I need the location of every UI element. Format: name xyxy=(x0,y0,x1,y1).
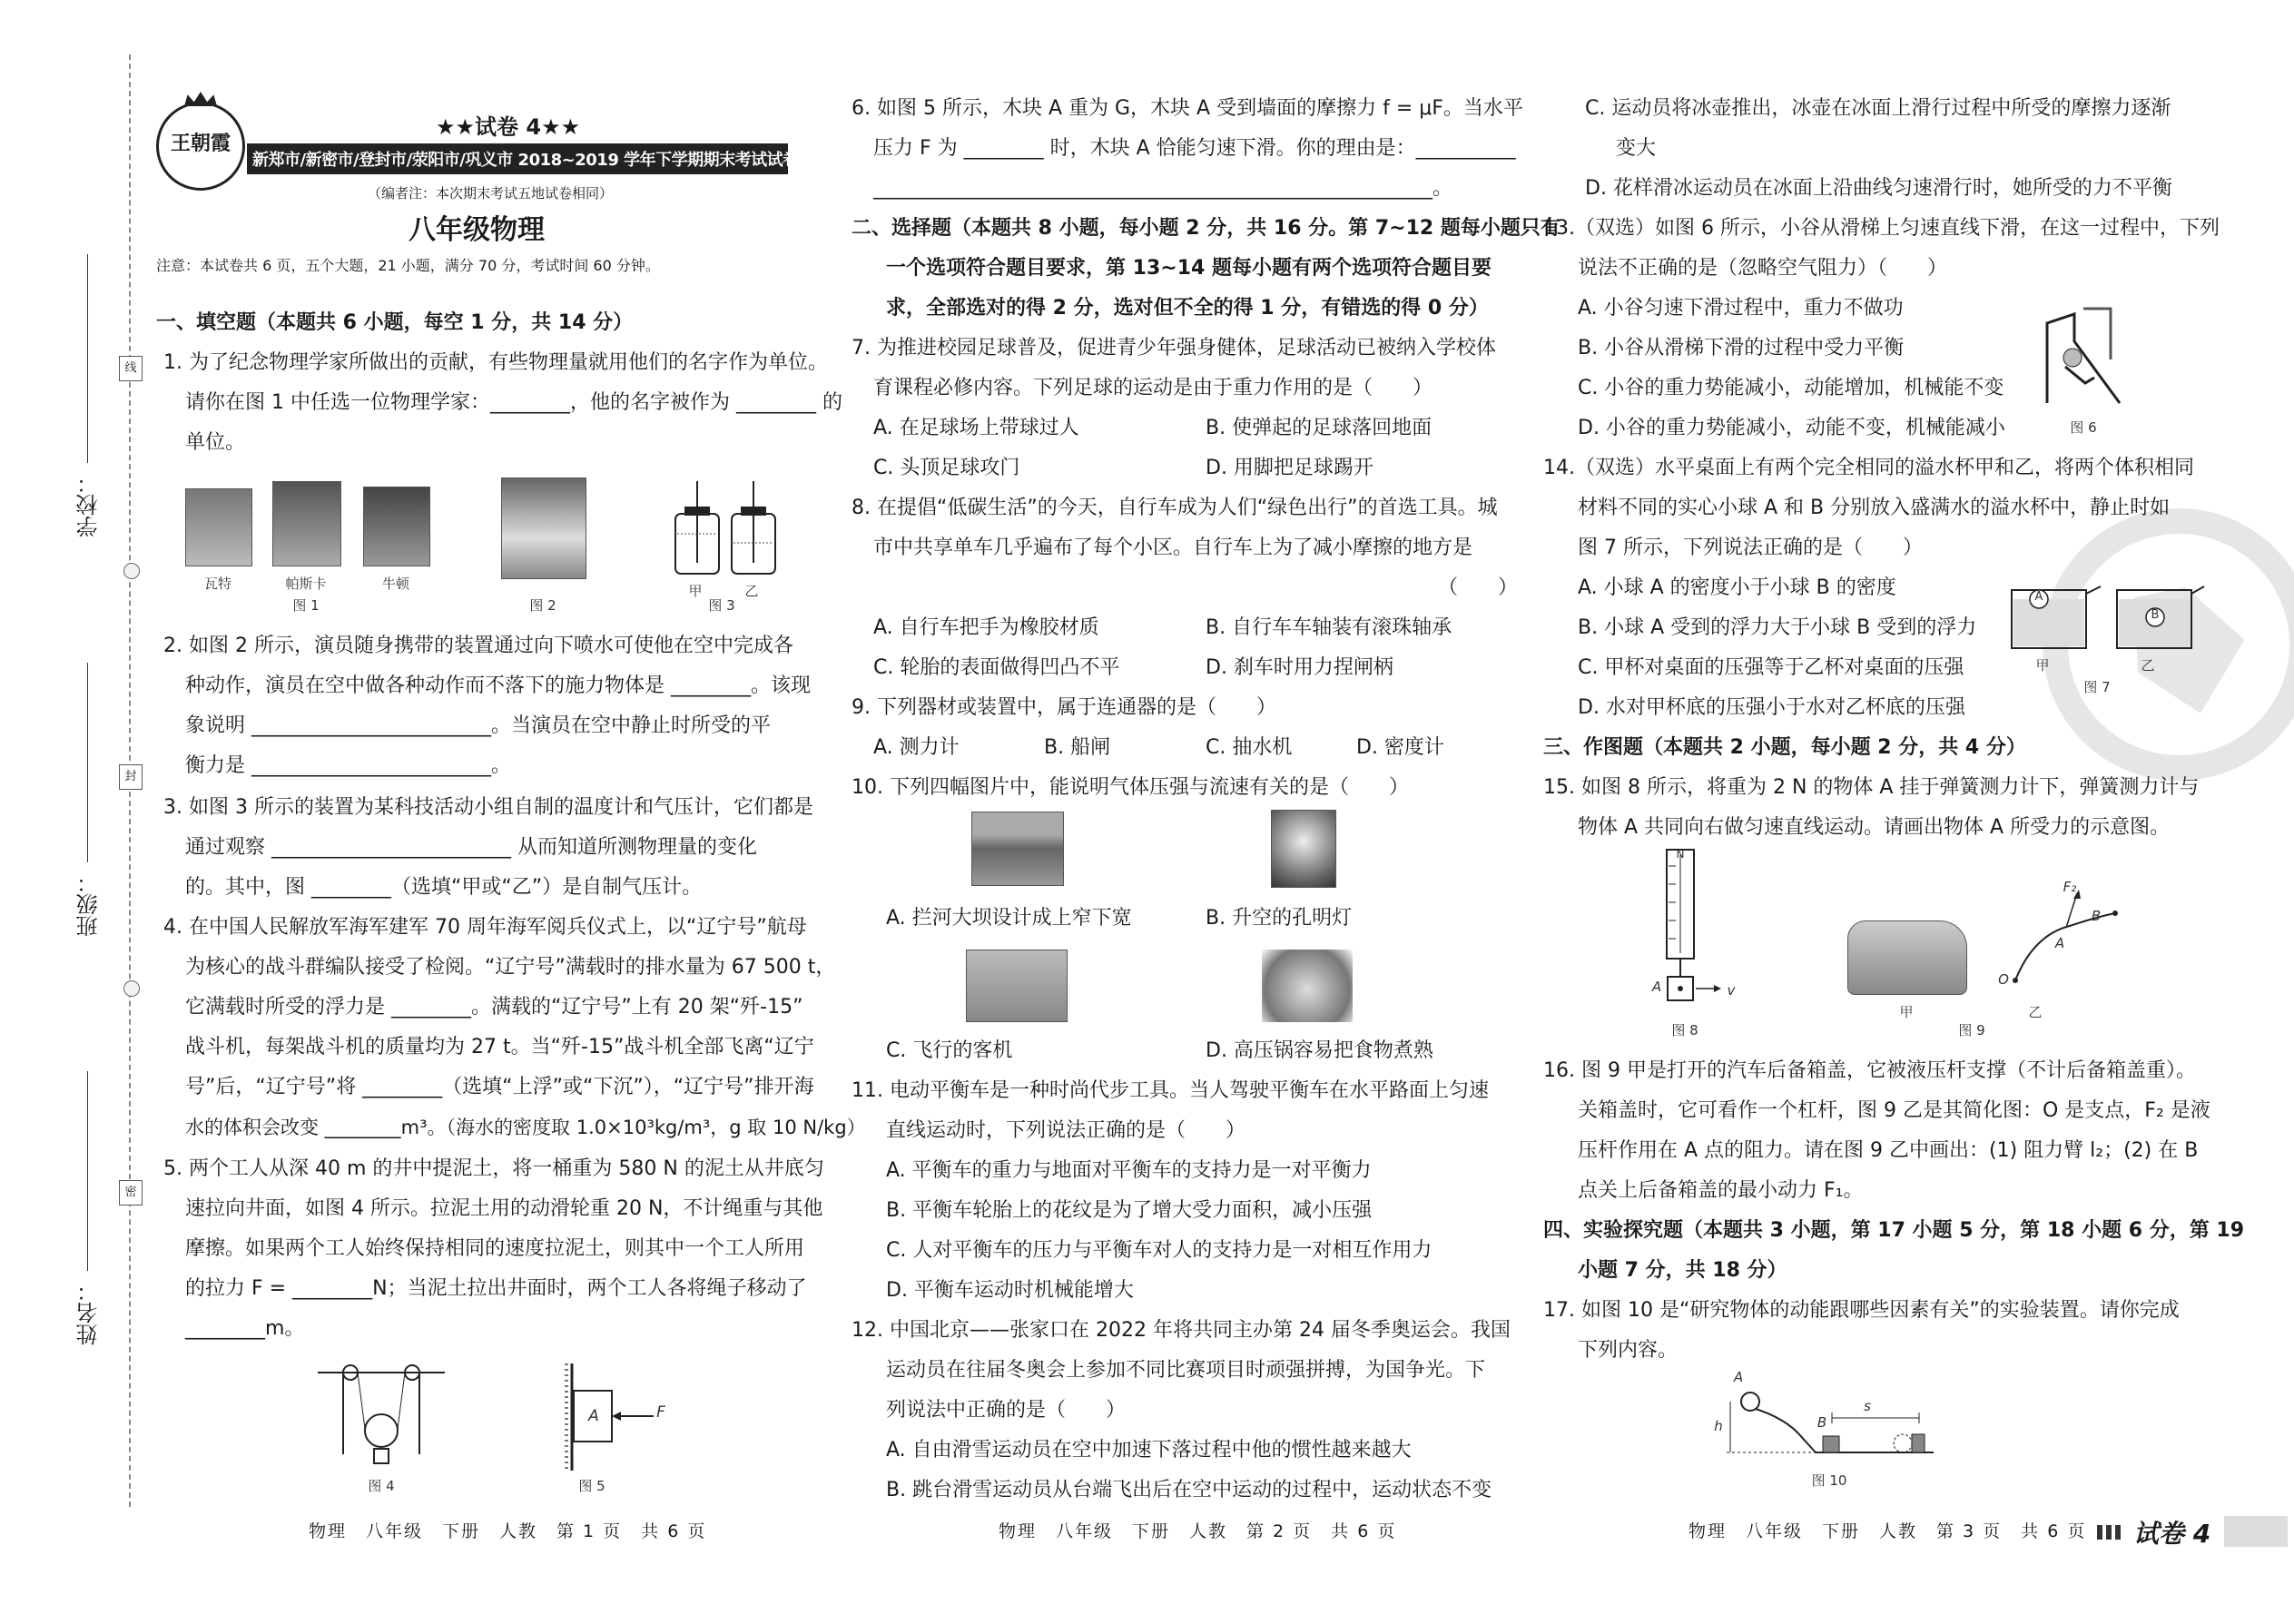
q8-option-c[interactable]: C. 轮胎的表面做得凹凸不平 xyxy=(873,656,1120,679)
fig6-slide xyxy=(2038,305,2129,405)
section-4-heading-1: 四、实验探究题（本题共 3 小题，第 17 小题 5 分，第 18 小题 6 分，第 19 xyxy=(1543,1219,2245,1242)
q2-line-4: 衡力是 ________________________。 xyxy=(185,754,511,777)
q14-line-2: 材料不同的实心小球 A 和 B 分别放入盛满水的溢水杯中，静止时如 xyxy=(1578,497,2171,519)
fig5-label-A: A xyxy=(588,1407,599,1425)
fig9-label-F2: F₂ xyxy=(2063,879,2077,895)
q5-line-5: ________m。 xyxy=(185,1317,305,1340)
q10-photo-cooker xyxy=(1262,950,1353,1022)
q4-line-1: 4. 在中国人民解放军海军建军 70 周年海军阅兵仪式上，以“辽宁号”航母 xyxy=(163,916,807,939)
q12-line-3: 列说法中正确的是（ ） xyxy=(886,1399,1127,1422)
section-2-heading-3: 求，全部选对的得 2 分，选对但不全的得 1 分，有错选的得 0 分） xyxy=(886,297,1489,320)
q12-option-d[interactable]: D. 花样滑冰运动员在冰面上沿曲线匀速滑行时，她所受的力不平衡 xyxy=(1585,177,2172,200)
fig4-caption: 图 4 xyxy=(368,1478,395,1494)
section-2-heading-2: 一个选项符合题目要求，第 13~14 题每小题有两个选项符合题目要 xyxy=(886,257,1492,280)
fig9-label-A: A xyxy=(2054,935,2065,951)
q8-option-a[interactable]: A. 自行车把手为橡胶材质 xyxy=(873,616,1099,639)
q1-line-3: 单位。 xyxy=(185,431,246,454)
q1-line-2: 请你在图 1 中任选一位物理学家：________，他的名字被作为 ________ 的 xyxy=(185,391,842,414)
q4-line-2: 为核心的战斗群编队接受了检阅。“辽宁号”满载时的排水量为 67 500 t， xyxy=(185,956,836,979)
fig9-label-yi: 乙 xyxy=(2028,1004,2043,1020)
q10-option-c[interactable]: C. 飞行的客机 xyxy=(886,1039,1013,1062)
q14-line-1: 14.（双选）水平桌面上有两个完全相同的溢水杯甲和乙，将两个体积相同 xyxy=(1543,457,2194,479)
fig7-label-jia: 甲 xyxy=(2035,657,2050,674)
q8-line-3: （ ） xyxy=(1438,576,1519,599)
fig7-caption: 图 7 xyxy=(2083,679,2111,695)
section-1-heading: 一、填空题（本题共 6 小题，每空 1 分，共 14 分） xyxy=(156,311,634,334)
binding-mark-1: 线 xyxy=(119,356,143,381)
q2-line-2: 种动作，演员在空中做各种动作而不落下的施力物体是 ________。该现 xyxy=(185,674,811,697)
fig2-photo xyxy=(501,477,586,579)
q16-line-4: 点关上后备箱盖的最小动力 F₁。 xyxy=(1578,1179,1864,1202)
fig3-caption: 图 3 xyxy=(708,597,735,614)
fig10-label-s: s xyxy=(1864,1398,1871,1414)
section-2-heading-1: 二、选择题（本题共 8 小题，每小题 2 分，共 16 分。第 7~12 题每小题只有 xyxy=(852,217,1561,240)
page-3-footer: 物理 八年级 下册 人教 第 3 页 共 6 页 xyxy=(1689,1521,2087,1541)
q6-line-1: 6. 如图 5 所示，木块 A 重为 G，木块 A 受到墙面的摩擦力 f = μF。当水平 xyxy=(852,97,1523,120)
q4-line-6: 水的体积会改变 ________m³。（海水的密度取 1.0×10³kg/m³，g 取 10 N/kg） xyxy=(185,1117,866,1138)
fig8-label-A: A xyxy=(1651,979,1662,995)
q5-line-4: 的拉力 F = ________N；当泥土拉出井面时，两个工人各将绳子移动了 xyxy=(185,1277,807,1300)
q14-option-a[interactable]: A. 小球 A 的密度小于小球 B 的密度 xyxy=(1578,576,1896,599)
fig5-caption: 图 5 xyxy=(578,1478,605,1494)
binding-hole-1 xyxy=(123,563,140,579)
q9-option-c[interactable]: C. 抽水机 xyxy=(1206,736,1293,759)
page-2 xyxy=(835,0,1561,1624)
q5-line-1: 5. 两个工人从深 40 m 的井中提泥土，将一桶重为 580 N 的泥土从井底匀 xyxy=(163,1157,824,1180)
q13-option-d[interactable]: D. 小谷的重力势能减小，动能不变，机械能减小 xyxy=(1578,417,2005,439)
page-badge: 试卷 4 xyxy=(2133,1519,2211,1549)
page-1 xyxy=(145,0,866,1624)
q11-option-c[interactable]: C. 人对平衡车的压力与平衡车对人的支持力是一对相互作用力 xyxy=(886,1239,1433,1262)
q7-option-c[interactable]: C. 头顶足球攻门 xyxy=(873,457,1020,479)
fig8-caption: 图 8 xyxy=(1671,1022,1698,1038)
q14-line-3: 图 7 所示，下列说法正确的是（ ） xyxy=(1578,536,1923,559)
q10-line-1: 10. 下列四幅图片中，能说明气体压强与流速有关的是（ ） xyxy=(852,776,1409,799)
q16-line-3: 压杆作用在 A 点的阻力。请在图 9 乙中画出：(1) 阻力臂 l₂；(2) 在 B xyxy=(1578,1139,2199,1162)
q8-line-1: 8. 在提倡“低碳生活”的今天，自行车成为人们“绿色出行”的首选工具。城 xyxy=(852,497,1498,519)
q12-option-b[interactable]: B. 跳台滑雪运动员从台端飞出后在空中运动的过程中，运动状态不变 xyxy=(886,1479,1492,1501)
q10-photo-lantern xyxy=(1271,810,1336,888)
q4-line-4: 战斗机，每架战斗机的质量均为 27 t。当“歼-15”战斗机全部飞离“辽宁 xyxy=(185,1036,814,1058)
q7-line-2: 育课程必修内容。下列足球的运动是由于重力作用的是（ ） xyxy=(873,377,1433,399)
fig3-bottles xyxy=(672,479,781,579)
fig4-pulley xyxy=(318,1363,445,1472)
fig9-car-photo xyxy=(1847,920,1967,995)
logo-crown-icon xyxy=(184,92,217,106)
q2-line-1: 2. 如图 2 所示，演员随身携带的装置通过向下喷水可使他在空中完成各 xyxy=(163,635,793,657)
fig10-caption: 图 10 xyxy=(1811,1472,1847,1489)
q17-line-1: 17. 如图 10 是“研究物体的动能跟哪些因素有关”的实验装置。请你完成 xyxy=(1543,1299,2180,1322)
fig9-label-B: B xyxy=(2091,908,2102,924)
q13-option-b[interactable]: B. 小谷从滑梯下滑的过程中受力平衡 xyxy=(1578,337,1905,359)
exam-title: 新郑市/新密市/登封市/荥阳市/巩义市 2018~2019 学年下学期期末考试试卷 xyxy=(252,151,799,170)
fig2-caption: 图 2 xyxy=(529,597,556,614)
fig9-label-jia: 甲 xyxy=(1899,1004,1914,1020)
q7-option-b[interactable]: B. 使弹起的足球落回地面 xyxy=(1206,417,1433,439)
q4-line-5: 号”后，“辽宁号”将 ________（选填“上浮”或“下沉”），“辽宁号”排开海 xyxy=(185,1076,814,1098)
q13-line-2: 说法不正确的是（忽略空气阻力）（ ） xyxy=(1578,257,1948,280)
q3-line-1: 3. 如图 3 所示的装置为某科技活动小组自制的温度计和气压计，它们都是 xyxy=(163,796,813,819)
binding-margin xyxy=(0,0,145,1624)
portrait-watt xyxy=(185,488,252,566)
notice: 注意：本试卷共 6 页，五个大题，21 小题，满分 70 分，考试时间 60 分钟。 xyxy=(156,257,660,274)
q12-line-1: 12. 中国北京——张家口在 2022 年将共同主办第 24 届冬季奥运会。我国 xyxy=(852,1319,1511,1342)
q6-line-3: ________________________________________________________。 xyxy=(873,177,1453,200)
q6-line-2: 压力 F 为 ________ 时，木块 A 恰能匀速下滑。你的理由是：__________ xyxy=(873,137,1516,160)
class-field[interactable] xyxy=(87,663,88,862)
fig7-label-yi: 乙 xyxy=(2141,657,2155,674)
subject-title: 八年级物理 xyxy=(409,214,545,246)
page-badge-squares xyxy=(2097,1525,2122,1540)
fig9-caption: 图 9 xyxy=(1958,1022,1985,1038)
q10-option-d[interactable]: D. 高压锅容易把食物煮熟 xyxy=(1206,1039,1433,1062)
fig5-label-F: F xyxy=(656,1403,665,1422)
fig3-label-jia: 甲 xyxy=(688,583,703,599)
q13-line-1: 13.（双选）如图 6 所示，小谷从滑梯上匀速直线下滑，在这一过程中，下列 xyxy=(1543,217,2220,240)
q15-line-2: 物体 A 共同向右做匀速直线运动。请画出物体 A 所受力的示意图。 xyxy=(1578,816,2171,839)
editor-note: （编者注：本次期末考试五地试卷相同） xyxy=(368,185,614,202)
school-field[interactable] xyxy=(87,254,88,463)
page-2-footer: 物理 八年级 下册 人教 第 2 页 共 6 页 xyxy=(999,1521,1397,1541)
q3-line-2: 通过观察 ________________________ 从而知道所测物理量的变化 xyxy=(185,836,757,859)
q5-line-3: 摩擦。如果两个工人始终保持相同的速度拉泥土，则其中一个工人所用 xyxy=(185,1237,805,1260)
q14-option-c[interactable]: C. 甲杯对桌面的压强等于乙杯对桌面的压强 xyxy=(1578,656,1964,679)
page-1-footer: 物理 八年级 下册 人教 第 1 页 共 6 页 xyxy=(309,1521,707,1541)
q12-option-a[interactable]: A. 自由滑雪运动员在空中加速下落过程中他的惯性越来越大 xyxy=(886,1439,1412,1462)
name-field[interactable] xyxy=(87,1071,88,1271)
q1-line-1: 1. 为了纪念物理学家所做出的贡献，有些物理量就用他们的名字作为单位。 xyxy=(163,351,828,374)
fig1-caption: 图 1 xyxy=(292,597,320,614)
q11-option-a[interactable]: A. 平衡车的重力与地面对平衡车的支持力是一对平衡力 xyxy=(886,1159,1372,1182)
q10-photo-dam xyxy=(971,812,1064,886)
q14-option-d[interactable]: D. 水对甲杯底的压强小于水对乙杯底的压强 xyxy=(1578,696,1965,719)
fig10-ramp xyxy=(1725,1378,1934,1460)
q4-line-3: 它满载时所受的浮力是 ________。满载的“辽宁号”上有 20 架“歼-15” xyxy=(185,996,803,1019)
q10-option-b[interactable]: B. 升空的孔明灯 xyxy=(1206,907,1353,930)
page-badge-bar xyxy=(2224,1516,2288,1547)
q8-option-b[interactable]: B. 自行车车轴装有滚珠轴承 xyxy=(1206,616,1452,639)
section-3-heading: 三、作图题（本题共 2 小题，每小题 2 分，共 4 分） xyxy=(1543,736,2026,759)
stars-title: ★★试卷 4★★ xyxy=(436,114,581,140)
q11-option-d[interactable]: D. 平衡车运动时机械能增大 xyxy=(886,1279,1134,1302)
section-4-heading-2: 小题 7 分，共 18 分） xyxy=(1578,1259,1787,1282)
fig1-name-pascal: 帕斯卡 xyxy=(285,576,327,592)
portrait-pascal xyxy=(272,481,341,566)
q13-option-a[interactable]: A. 小谷匀速下滑过程中，重力不做功 xyxy=(1578,297,1904,320)
q8-option-d[interactable]: D. 刹车时用力捏闸柄 xyxy=(1206,656,1393,679)
fig7-ball-A: A xyxy=(2034,590,2043,604)
class-label: 班级： xyxy=(76,871,102,937)
fig10-label-A: A xyxy=(1733,1369,1744,1385)
q9-option-b[interactable]: B. 船闸 xyxy=(1044,736,1111,759)
q15-line-1: 15. 如图 8 所示，将重为 2 N 的物体 A 挂于弹簧测力计下，弹簧测力计与 xyxy=(1543,776,2200,799)
binding-hole-2 xyxy=(123,980,140,997)
fig6-caption: 图 6 xyxy=(2070,419,2097,436)
q16-line-2: 关箱盖时，它可看作一个杠杆，图 9 乙是其简化图：O 是支点，F₂ 是液 xyxy=(1578,1099,2210,1122)
q8-line-2: 市中共享单车几乎遍布了每个小区。自行车上为了减小摩擦的地方是 xyxy=(873,536,1473,559)
fig1-name-watt: 瓦特 xyxy=(203,576,231,592)
fig7-ball-B: B xyxy=(2151,608,2160,622)
q13-option-c[interactable]: C. 小谷的重力势能减小，动能增加，机械能不变 xyxy=(1578,377,2004,399)
q11-line-1: 11. 电动平衡车是一种时尚代步工具。当人驾驶平衡车在水平路面上匀速 xyxy=(852,1079,1489,1102)
logo-text: 王朝霞 xyxy=(170,132,231,155)
fig9-lever xyxy=(2006,890,2133,989)
q5-line-2: 速拉向井面，如图 4 所示。拉泥土用的动滑轮重 20 N，不计绳重与其他 xyxy=(185,1197,823,1220)
q7-option-d[interactable]: D. 用脚把足球踢开 xyxy=(1206,457,1373,479)
q7-option-a[interactable]: A. 在足球场上带球过人 xyxy=(873,417,1079,439)
fig10-label-B: B xyxy=(1816,1414,1827,1431)
logo xyxy=(156,102,245,191)
q11-option-b[interactable]: B. 平衡车轮胎上的花纹是为了增大受力面积，减小压强 xyxy=(886,1199,1373,1222)
binding-mark-3: 密 xyxy=(119,1180,143,1206)
q12-line-2: 运动员在往届冬奥会上参加不同比赛项目时顽强拼搏，为国争光。下 xyxy=(886,1359,1486,1382)
fig9-label-O: O xyxy=(1998,971,2009,988)
q17-line-2: 下列内容。 xyxy=(1578,1339,1679,1362)
q10-option-a[interactable]: A. 拦河大坝设计成上窄下宽 xyxy=(886,907,1132,930)
q16-line-1: 16. 图 9 甲是打开的汽车后备箱盖，它被液压杆支撑（不计后备箱盖重）。 xyxy=(1543,1059,2196,1082)
school-label: 学校： xyxy=(76,472,102,537)
name-label: 姓名： xyxy=(76,1280,102,1345)
q12-option-c-line-2: 变大 xyxy=(1616,137,1657,160)
q14-option-b[interactable]: B. 小球 A 受到的浮力大于小球 B 受到的浮力 xyxy=(1578,616,1977,639)
q9-option-a[interactable]: A. 测力计 xyxy=(873,736,960,759)
fig3-label-yi: 乙 xyxy=(744,583,759,599)
fig8-label-N: N xyxy=(1676,848,1685,861)
q9-line-1: 9. 下列器材或装置中，属于连通器的是（ ） xyxy=(852,696,1276,719)
fig8-label-v: v xyxy=(1727,982,1736,999)
fig10-label-h: h xyxy=(1714,1418,1723,1434)
portrait-newton xyxy=(363,487,430,566)
q10-photo-plane xyxy=(966,950,1068,1022)
page-3 xyxy=(1534,0,2294,1624)
q12-option-c-line-1[interactable]: C. 运动员将冰壶推出，冰壶在冰面上滑行过程中所受的摩擦力逐渐 xyxy=(1585,97,2171,120)
q9-option-d[interactable]: D. 密度计 xyxy=(1356,736,1444,759)
binding-mark-2: 封 xyxy=(119,764,143,790)
q11-line-2: 直线运动时，下列说法正确的是（ ） xyxy=(886,1119,1246,1142)
q7-line-1: 7. 为推进校园足球普及，促进青少年强身健体，足球活动已被纳入学校体 xyxy=(852,337,1496,359)
q2-line-3: 象说明 ________________________。当演员在空中静止时所受的平 xyxy=(185,714,771,737)
q3-line-3: 的。其中，图 ________（选填“甲或“乙”）是自制气压计。 xyxy=(185,876,703,899)
fig1-name-newton: 牛顿 xyxy=(381,576,409,592)
